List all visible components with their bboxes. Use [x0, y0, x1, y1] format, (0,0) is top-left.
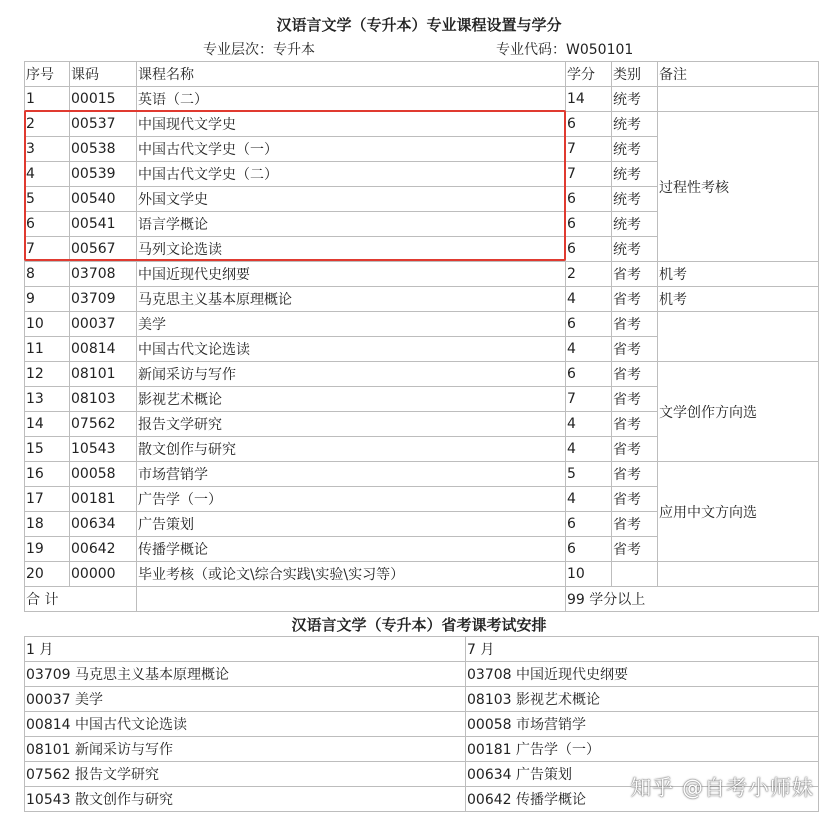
course-name: 影视艺术概论: [137, 387, 566, 412]
course-credit: 14: [566, 87, 612, 112]
course-type: 省考: [612, 412, 658, 437]
course-credit: 2: [566, 262, 612, 287]
course-name: 报告文学研究: [137, 412, 566, 437]
course-name: 美学: [137, 312, 566, 337]
course-no: 19: [25, 537, 70, 562]
course-credit: 4: [566, 287, 612, 312]
major-code: 专业代码：W050101: [496, 42, 634, 58]
table-row: [25, 462, 819, 487]
course-type: 省考: [612, 287, 658, 312]
page-title: 汉语言文学（专升本）专业课程设置与学分: [276, 16, 562, 34]
header-cell: 课程名称: [137, 62, 566, 87]
course-code: 00540: [70, 187, 137, 212]
course-credit: 6: [566, 537, 612, 562]
exam-row: [25, 662, 819, 687]
course-type: [612, 562, 658, 587]
remark-process-assessment: 过程性考核: [658, 112, 819, 262]
course-code: 07562: [70, 412, 137, 437]
course-code: 00541: [70, 212, 137, 237]
course-credit: 6: [566, 237, 612, 262]
exam-january-course: 10543 散文创作与研究: [25, 787, 466, 812]
course-code: 10543: [70, 437, 137, 462]
course-type: 统考: [612, 212, 658, 237]
header-cell: 序号: [25, 62, 70, 87]
exam-row: [25, 712, 819, 737]
course-type: 统考: [612, 162, 658, 187]
course-remark: [658, 562, 819, 587]
course-credit: 4: [566, 487, 612, 512]
course-type: 统考: [612, 237, 658, 262]
total-label: 合 计: [25, 587, 137, 612]
header-cell: 类别: [612, 62, 658, 87]
exam-title: 汉语言文学（专升本）省考课考试安排: [291, 616, 547, 634]
course-name: 传播学概论: [137, 537, 566, 562]
course-no: 14: [25, 412, 70, 437]
course-type: 省考: [612, 362, 658, 387]
course-code: 00814: [70, 337, 137, 362]
exam-january-course: 00814 中国古代文论选读: [25, 712, 466, 737]
course-no: 10: [25, 312, 70, 337]
table-row: [25, 87, 819, 112]
table-header-row: [25, 62, 819, 87]
course-no: 1: [25, 87, 70, 112]
remark-applied-chinese: 应用中文方向选: [658, 462, 819, 562]
course-name: 马列文论选读: [137, 237, 566, 262]
course-type: 省考: [612, 437, 658, 462]
course-no: 16: [25, 462, 70, 487]
course-type: 统考: [612, 187, 658, 212]
course-no: 17: [25, 487, 70, 512]
course-credit: 6: [566, 212, 612, 237]
course-name: 外国文学史: [137, 187, 566, 212]
exam-july-course: 00058 市场营销学: [466, 712, 819, 737]
exam-january-course: 08101 新闻采访与写作: [25, 737, 466, 762]
course-code: 00181: [70, 487, 137, 512]
course-remark: [658, 312, 819, 362]
course-no: 9: [25, 287, 70, 312]
course-no: 5: [25, 187, 70, 212]
course-code: 00539: [70, 162, 137, 187]
course-name: 语言学概论: [137, 212, 566, 237]
course-table: [24, 61, 819, 612]
course-type: 省考: [612, 512, 658, 537]
course-code: 00000: [70, 562, 137, 587]
course-credit: 7: [566, 137, 612, 162]
course-code: 00538: [70, 137, 137, 162]
course-no: 15: [25, 437, 70, 462]
major-level: 专业层次：专升本: [203, 42, 315, 58]
course-no: 20: [25, 562, 70, 587]
course-credit: 6: [566, 512, 612, 537]
course-type: 省考: [612, 262, 658, 287]
table-row: [25, 362, 819, 387]
course-no: 11: [25, 337, 70, 362]
course-no: 12: [25, 362, 70, 387]
course-code: 00567: [70, 237, 137, 262]
course-credit: 6: [566, 112, 612, 137]
remark-literary-creation: 文学创作方向选: [658, 362, 819, 462]
table-row: [25, 262, 819, 287]
exam-july-course: 08103 影视艺术概论: [466, 687, 819, 712]
table-row: [25, 562, 819, 587]
course-code: 00537: [70, 112, 137, 137]
course-credit: 7: [566, 162, 612, 187]
exam-january-course: 07562 报告文学研究: [25, 762, 466, 787]
exam-row: [25, 737, 819, 762]
course-credit: 10: [566, 562, 612, 587]
remark-machine-exam: 机考: [658, 287, 819, 312]
course-code: 00058: [70, 462, 137, 487]
course-code: 03709: [70, 287, 137, 312]
course-credit: 7: [566, 387, 612, 412]
course-type: 省考: [612, 312, 658, 337]
exam-july-course: 00634 广告策划: [466, 762, 819, 787]
zhihu-watermark: 知乎 @自考小师妹: [630, 776, 814, 800]
course-name: 中国近现代史纲要: [137, 262, 566, 287]
course-no: 13: [25, 387, 70, 412]
exam-january-course: 03709 马克思主义基本原理概论: [25, 662, 466, 687]
exam-header-january: 1 月: [25, 637, 466, 662]
course-name: 广告学（一）: [137, 487, 566, 512]
course-code: 03708: [70, 262, 137, 287]
exam-july-course: 00181 广告学（一）: [466, 737, 819, 762]
course-no: 6: [25, 212, 70, 237]
course-credit: 6: [566, 187, 612, 212]
exam-july-course: 03708 中国近现代史纲要: [466, 662, 819, 687]
course-type: 省考: [612, 537, 658, 562]
table-row: [25, 112, 819, 137]
course-type: 统考: [612, 87, 658, 112]
total-row: [25, 587, 819, 612]
header-cell: 课码: [70, 62, 137, 87]
table-row: [25, 312, 819, 337]
course-type: 省考: [612, 487, 658, 512]
course-name: 中国古代文论选读: [137, 337, 566, 362]
course-no: 18: [25, 512, 70, 537]
course-credit: 4: [566, 412, 612, 437]
exam-header-row: [25, 637, 819, 662]
course-type: 省考: [612, 462, 658, 487]
exam-row: [25, 687, 819, 712]
remark-machine-exam: 机考: [658, 262, 819, 287]
course-type: 统考: [612, 137, 658, 162]
course-code: 08101: [70, 362, 137, 387]
course-credit: 6: [566, 312, 612, 337]
header-cell: 备注: [658, 62, 819, 87]
course-name: 英语（二）: [137, 87, 566, 112]
course-no: 7: [25, 237, 70, 262]
course-code: 08103: [70, 387, 137, 412]
course-no: 4: [25, 162, 70, 187]
course-type: 省考: [612, 337, 658, 362]
course-name: 中国古代文学史（二）: [137, 162, 566, 187]
course-credit: 6: [566, 362, 612, 387]
course-code: 00015: [70, 87, 137, 112]
header-cell: 学分: [566, 62, 612, 87]
course-credit: 5: [566, 462, 612, 487]
total-value: 99 学分以上: [566, 587, 819, 612]
course-code: 00642: [70, 537, 137, 562]
course-code: 00037: [70, 312, 137, 337]
course-credit: 4: [566, 337, 612, 362]
course-credit: 4: [566, 437, 612, 462]
course-name: 马克思主义基本原理概论: [137, 287, 566, 312]
course-remark: [658, 87, 819, 112]
course-no: 2: [25, 112, 70, 137]
course-name: 市场营销学: [137, 462, 566, 487]
course-name: 散文创作与研究: [137, 437, 566, 462]
course-no: 8: [25, 262, 70, 287]
course-type: 统考: [612, 112, 658, 137]
course-name: 毕业考核（或论文\综合实践\实验\实习等）: [137, 562, 566, 587]
total-spacer: [137, 587, 566, 612]
exam-january-course: 00037 美学: [25, 687, 466, 712]
course-name: 中国现代文学史: [137, 112, 566, 137]
course-name: 新闻采访与写作: [137, 362, 566, 387]
course-code: 00634: [70, 512, 137, 537]
course-name: 广告策划: [137, 512, 566, 537]
table-row: [25, 287, 819, 312]
exam-july-course: 00642 传播学概论: [466, 787, 819, 812]
course-type: 省考: [612, 387, 658, 412]
course-name: 中国古代文学史（一）: [137, 137, 566, 162]
course-no: 3: [25, 137, 70, 162]
exam-header-july: 7 月: [466, 637, 819, 662]
